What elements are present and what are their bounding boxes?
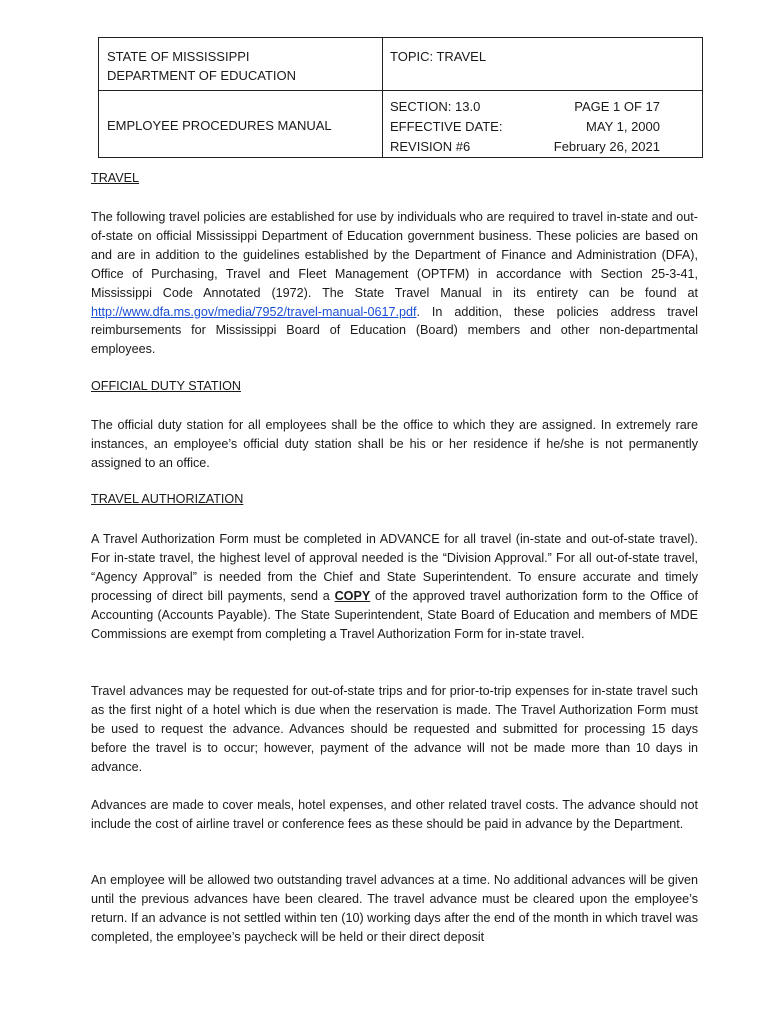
topic-cell [390,47,486,66]
manual-cell [107,116,332,135]
outstanding-advances-paragraph: An employee will be allowed two outstanding travel advances at a time. No additional advances will be given until the previous advances have been cleared. The travel advance must be cleared upon the employee’s return. If an advance is not settled within ten (10) working days after the end of the month in which travel was completed, the employee’s paycheck will be held or their direct deposit [91,873,698,944]
travel-text-a: The following travel policies are established for use by individuals who are required to travel in-state and out-of-state on official Mississippi Department of Education government business. These policies are based on and are in addition to the guidelines established by the Department of Finance and Administration (DFA), Office of Purchasing, Travel and Fleet Management (OPTFM) in accordance with Section 25-3-41, Mississippi Code Annotated (1972). The State Travel Manual in its entirety can be found at [91,210,698,300]
effective-label: EFFECTIVE DATE: [390,119,503,134]
org-cell [107,47,296,85]
authorization-paragraph-1 [91,530,698,643]
travel-heading: TRAVEL [91,171,140,185]
duty-station-paragraph: The official duty station for all employees shall be the office to which they are assigned. In extremely rare instances, an employee’s official duty station shall be his or her residence if he/she is not permanently assigned to an office. [91,418,698,470]
authorization-text-a: A Travel Authorization Form must be completed in ADVANCE for all travel (in-state and out-of-state travel). For in-state travel, the highest level of approval needed is the “Division Approval.” For all out-of-state travel, “Agency Approval” is needed from the Chief and State Superintendent. To ensure accurate and timely processing of direct bill payments, send a [91,532,698,603]
advance-costs-paragraph: Advances are made to cover meals, hotel expenses, and other related travel costs. The advance should not include the cost of airline travel or conference fees as these should be paid in advance by the Department. [91,798,698,831]
revision-row [390,137,660,157]
copy-emphasis: COPY [334,588,371,603]
header-table [98,37,703,158]
section-row [390,97,660,117]
advance-costs-section [91,796,698,834]
travel-manual-link[interactable]: http://www.dfa.ms.gov/media/7952/travel-manual-0617.pdf [91,304,417,319]
outstanding-advances-section [91,871,698,947]
advances-paragraph: Travel advances may be requested for out-of-state trips and for prior-to-trip expenses for in-state travel such as the first night of a hotel which is due when the reservation is made. The Travel Authorization Form must be used to request the advance. Advances should be requested and submitted for processing 15 days before the travel is to occur; however, payment of the advance will not be made more than 10 days in advance. [91,684,698,774]
org-line-1: STATE OF MISSISSIPPI [107,49,250,64]
duty-station-heading: OFFICIAL DUTY STATION [91,379,241,393]
page-label: PAGE 1 OF 17 [574,99,660,114]
revision-label: REVISION #6 [390,139,471,154]
table-divider-vertical [382,38,383,157]
revision-date: February 26, 2021 [553,139,660,154]
travel-section [91,208,698,359]
authorization-section [91,530,698,643]
manual-title: EMPLOYEE PROCEDURES MANUAL [107,118,332,133]
authorization-text-b: of the approved travel authorization form to the Office of Accounting (Accounts Payable). The State Superintendent, State Board of Education and members of MDE Commissions are exempt from completing a Travel Authorization Form for in-state travel. [91,588,698,641]
authorization-heading: TRAVEL AUTHORIZATION [91,492,244,506]
org-line-2: DEPARTMENT OF EDUCATION [107,68,296,83]
effective-date: MAY 1, 2000 [586,119,660,134]
travel-paragraph-1 [91,208,698,359]
travel-text-b: . In addition, these policies address travel reimbursements for Mississippi Board of Education (Board) members and other non-departmental employees. [91,304,698,357]
advances-section [91,682,698,777]
topic-label: TOPIC: TRAVEL [390,49,487,64]
meta-cell [390,97,660,157]
duty-station-section [91,416,698,473]
table-divider-horizontal [99,90,702,91]
effective-row [390,117,660,137]
section-label: SECTION: 13.0 [390,99,481,114]
